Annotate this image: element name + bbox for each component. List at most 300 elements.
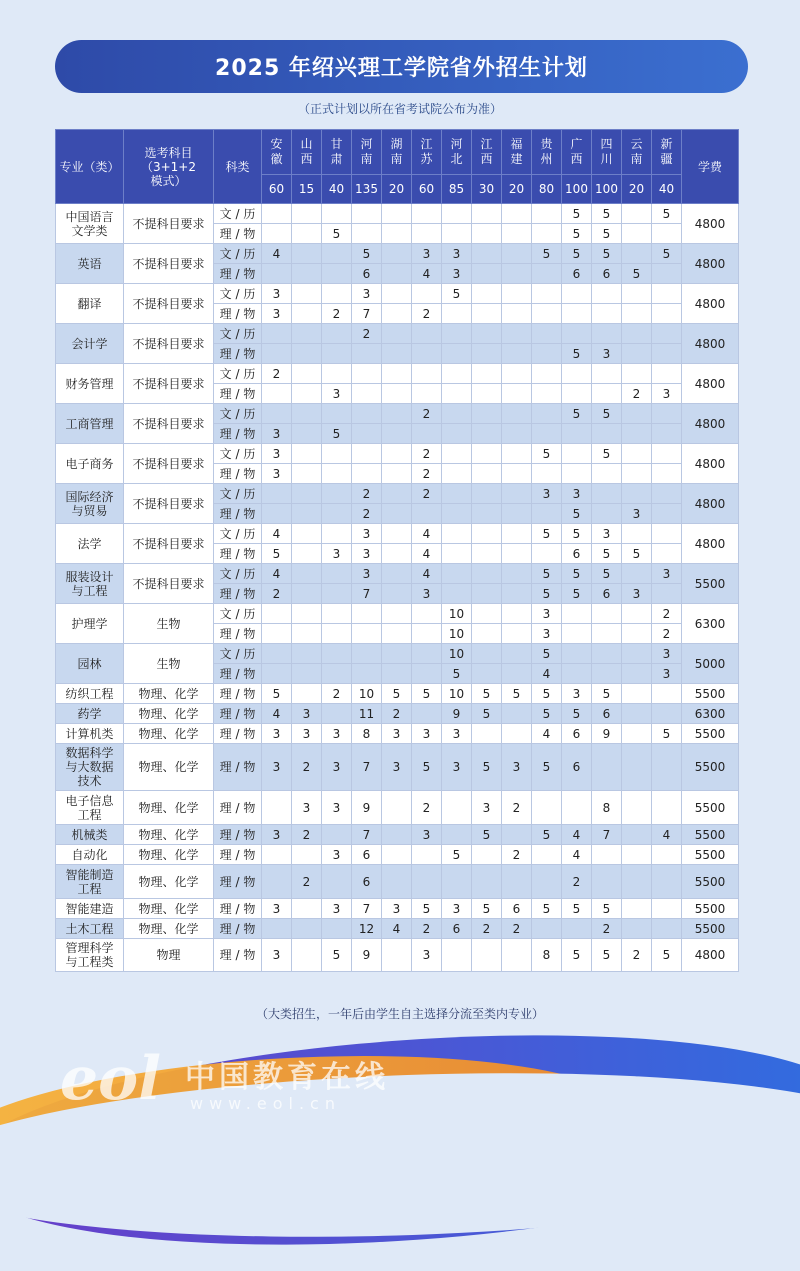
quota-cell [322, 584, 352, 604]
quota-cell [472, 424, 502, 444]
quota-cell [412, 344, 442, 364]
quota-cell [562, 919, 592, 939]
subject-requirement: 不提科目要求 [124, 204, 214, 244]
quota-cell [262, 384, 292, 404]
quota-cell: 5 [442, 284, 472, 304]
quota-cell [472, 504, 502, 524]
quota-cell: 7 [352, 825, 382, 845]
table-row [56, 364, 739, 384]
quota-cell [352, 424, 382, 444]
quota-cell [622, 919, 652, 939]
subject-requirement: 不提科目要求 [124, 564, 214, 604]
tuition-fee: 5500 [682, 845, 739, 865]
category-cell: 理 / 物 [214, 304, 262, 324]
category-cell: 理 / 物 [214, 744, 262, 791]
quota-cell [562, 464, 592, 484]
major-name: 服装设计 与工程 [56, 564, 124, 604]
quota-cell [322, 344, 352, 364]
quota-cell [592, 424, 622, 444]
quota-cell [532, 364, 562, 384]
quota-cell [472, 264, 502, 284]
subject-requirement: 物理、化学 [124, 724, 214, 744]
quota-cell: 5 [652, 724, 682, 744]
quota-cell [622, 204, 652, 224]
quota-cell [262, 324, 292, 344]
quota-cell [502, 664, 532, 684]
quota-cell [622, 484, 652, 504]
subject-requirement: 物理、化学 [124, 825, 214, 845]
category-cell: 文 / 历 [214, 204, 262, 224]
quota-cell [562, 624, 592, 644]
quota-cell [292, 384, 322, 404]
quota-cell: 5 [592, 939, 622, 972]
quota-cell: 3 [442, 244, 472, 264]
quota-cell: 7 [352, 584, 382, 604]
quota-cell: 5 [412, 684, 442, 704]
quota-cell [652, 919, 682, 939]
quota-cell [502, 644, 532, 664]
quota-cell: 3 [562, 484, 592, 504]
table-row [56, 724, 739, 744]
quota-cell [502, 604, 532, 624]
subject-requirement: 不提科目要求 [124, 244, 214, 284]
quota-cell [442, 791, 472, 825]
major-name: 国际经济 与贸易 [56, 484, 124, 524]
quota-cell: 2 [622, 939, 652, 972]
quota-cell [652, 424, 682, 444]
quota-cell: 4 [412, 264, 442, 284]
quota-cell [412, 224, 442, 244]
quota-cell [532, 304, 562, 324]
quota-cell [532, 464, 562, 484]
quota-cell [322, 524, 352, 544]
quota-cell [442, 344, 472, 364]
quota-cell [262, 644, 292, 664]
quota-cell [592, 464, 622, 484]
quota-cell [322, 504, 352, 524]
quota-cell [622, 624, 652, 644]
quota-cell [352, 404, 382, 424]
quota-cell [292, 919, 322, 939]
eol-logo-icon: eol [60, 1044, 161, 1114]
major-name: 纺织工程 [56, 684, 124, 704]
quota-cell [382, 939, 412, 972]
quota-cell [502, 544, 532, 564]
quota-cell: 5 [532, 584, 562, 604]
quota-cell [442, 404, 472, 424]
table-row [56, 684, 739, 704]
table-row [56, 865, 739, 899]
quota-cell [292, 344, 322, 364]
watermark-name: 中国教育在线 [185, 1060, 389, 1095]
subject-requirement: 不提科目要求 [124, 484, 214, 524]
header-province-total: 40 [652, 175, 682, 204]
quota-cell [502, 324, 532, 344]
quota-cell [382, 404, 412, 424]
header-province-total: 60 [412, 175, 442, 204]
quota-cell: 5 [592, 899, 622, 919]
quota-cell: 2 [292, 865, 322, 899]
quota-cell [292, 684, 322, 704]
quota-cell: 3 [442, 724, 472, 744]
quota-cell [622, 224, 652, 244]
quota-cell: 5 [502, 684, 532, 704]
quota-cell [622, 524, 652, 544]
quota-cell [562, 444, 592, 464]
quota-cell: 5 [562, 524, 592, 544]
quota-cell [502, 564, 532, 584]
quota-cell [472, 939, 502, 972]
quota-cell: 5 [592, 244, 622, 264]
quota-cell: 4 [262, 564, 292, 584]
quota-cell [412, 624, 442, 644]
quota-cell [292, 244, 322, 264]
quota-cell [592, 284, 622, 304]
quota-cell [382, 204, 412, 224]
table-row [56, 604, 739, 624]
quota-cell [292, 364, 322, 384]
footnote: （大类招生，一年后由学生自主选择分流至类内专业） [255, 1007, 544, 1021]
quota-cell: 5 [592, 204, 622, 224]
quota-cell: 2 [412, 791, 442, 825]
quota-cell: 4 [412, 544, 442, 564]
header-province-total: 100 [592, 175, 622, 204]
table-row [56, 704, 739, 724]
quota-cell: 5 [562, 899, 592, 919]
quota-cell [592, 744, 622, 791]
tuition-fee: 6300 [682, 604, 739, 644]
quota-cell [382, 384, 412, 404]
quota-cell: 3 [262, 899, 292, 919]
quota-cell: 3 [622, 584, 652, 604]
quota-cell [382, 444, 412, 464]
quota-cell [652, 324, 682, 344]
quota-cell: 5 [652, 244, 682, 264]
quota-cell [622, 444, 652, 464]
quota-cell: 3 [292, 704, 322, 724]
quota-cell: 3 [322, 544, 352, 564]
quota-cell [442, 504, 472, 524]
header-province: 贵 州 [532, 130, 562, 175]
quota-cell: 3 [652, 384, 682, 404]
quota-cell [472, 464, 502, 484]
quota-cell [592, 644, 622, 664]
quota-cell [352, 364, 382, 384]
quota-cell: 3 [592, 344, 622, 364]
quota-cell [652, 744, 682, 791]
tuition-fee: 4800 [682, 404, 739, 444]
quota-cell: 5 [532, 684, 562, 704]
tuition-fee: 5500 [682, 744, 739, 791]
category-cell: 理 / 物 [214, 899, 262, 919]
header-province-total: 15 [292, 175, 322, 204]
quota-cell [502, 384, 532, 404]
quota-cell [382, 524, 412, 544]
quota-cell: 5 [532, 244, 562, 264]
quota-cell [322, 324, 352, 344]
category-cell: 理 / 物 [214, 825, 262, 845]
category-cell: 理 / 物 [214, 224, 262, 244]
quota-cell: 8 [532, 939, 562, 972]
quota-cell: 3 [652, 664, 682, 684]
tuition-fee: 4800 [682, 284, 739, 324]
quota-cell [502, 364, 532, 384]
quota-cell: 9 [352, 939, 382, 972]
major-name: 法学 [56, 524, 124, 564]
quota-cell [322, 464, 352, 484]
quota-cell [502, 344, 532, 364]
header-province: 安 徽 [262, 130, 292, 175]
table-row [56, 444, 739, 464]
quota-cell: 3 [412, 825, 442, 845]
subject-requirement: 物理、化学 [124, 899, 214, 919]
quota-cell [652, 584, 682, 604]
quota-cell [352, 344, 382, 364]
quota-cell [562, 284, 592, 304]
quota-cell: 3 [322, 845, 352, 865]
quota-cell: 10 [442, 624, 472, 644]
subject-requirement: 不提科目要求 [124, 324, 214, 364]
header-province-total: 30 [472, 175, 502, 204]
quota-cell: 3 [262, 304, 292, 324]
quota-cell [322, 364, 352, 384]
category-cell: 理 / 物 [214, 424, 262, 444]
major-name: 园林 [56, 644, 124, 684]
page-subtitle: （正式计划以所在省考试院公布为准） [297, 102, 502, 116]
quota-cell [382, 564, 412, 584]
quota-cell: 10 [442, 604, 472, 624]
quota-cell [292, 464, 322, 484]
header-province-total: 20 [622, 175, 652, 204]
quota-cell [322, 624, 352, 644]
quota-cell: 5 [592, 224, 622, 244]
quota-cell [472, 444, 502, 464]
quota-cell: 3 [532, 484, 562, 504]
quota-cell [412, 865, 442, 899]
quota-cell [502, 825, 532, 845]
quota-cell [322, 284, 352, 304]
quota-cell: 4 [262, 524, 292, 544]
subject-requirement: 物理、化学 [124, 744, 214, 791]
category-cell: 理 / 物 [214, 724, 262, 744]
category-cell: 文 / 历 [214, 564, 262, 584]
quota-cell [592, 304, 622, 324]
quota-cell [412, 604, 442, 624]
quota-cell [442, 324, 472, 344]
quota-cell: 2 [262, 584, 292, 604]
header-province: 新 疆 [652, 130, 682, 175]
category-cell: 理 / 物 [214, 791, 262, 825]
quota-cell [292, 845, 322, 865]
quota-cell [472, 544, 502, 564]
quota-cell: 2 [622, 384, 652, 404]
quota-cell [382, 624, 412, 644]
quota-cell [292, 644, 322, 664]
quota-cell: 5 [472, 684, 502, 704]
quota-cell: 5 [412, 899, 442, 919]
quota-cell [532, 791, 562, 825]
quota-cell [532, 344, 562, 364]
quota-cell: 5 [622, 544, 652, 564]
quota-cell: 3 [412, 244, 442, 264]
header-province: 甘 肃 [322, 130, 352, 175]
quota-cell [322, 865, 352, 899]
quota-cell: 6 [562, 744, 592, 791]
tuition-fee: 5500 [682, 724, 739, 744]
header-province-total: 40 [322, 175, 352, 204]
quota-cell [292, 899, 322, 919]
quota-cell [472, 284, 502, 304]
quota-cell [622, 404, 652, 424]
tuition-fee: 4800 [682, 324, 739, 364]
quota-cell [442, 204, 472, 224]
quota-cell: 10 [442, 644, 472, 664]
quota-cell: 5 [262, 544, 292, 564]
quota-cell: 4 [562, 845, 592, 865]
quota-cell [592, 624, 622, 644]
category-cell: 文 / 历 [214, 284, 262, 304]
quota-cell: 3 [532, 624, 562, 644]
admission-plan-table [55, 129, 739, 972]
quota-cell [592, 484, 622, 504]
quota-cell [502, 264, 532, 284]
header-province: 福 建 [502, 130, 532, 175]
quota-cell: 5 [532, 524, 562, 544]
quota-cell: 2 [592, 919, 622, 939]
category-cell: 理 / 物 [214, 544, 262, 564]
quota-cell: 2 [352, 484, 382, 504]
quota-cell [382, 464, 412, 484]
quota-cell [622, 664, 652, 684]
quota-cell [322, 919, 352, 939]
quota-cell [502, 284, 532, 304]
quota-cell: 3 [292, 791, 322, 825]
quota-cell [352, 604, 382, 624]
quota-cell: 3 [562, 684, 592, 704]
table-row [56, 484, 739, 504]
tuition-fee: 4800 [682, 484, 739, 524]
quota-cell [442, 524, 472, 544]
subject-requirement: 不提科目要求 [124, 444, 214, 484]
quota-cell [322, 404, 352, 424]
quota-cell [532, 224, 562, 244]
quota-cell: 5 [562, 939, 592, 972]
quota-cell: 6 [352, 865, 382, 899]
quota-cell [472, 724, 502, 744]
category-cell: 文 / 历 [214, 324, 262, 344]
category-cell: 理 / 物 [214, 624, 262, 644]
major-name: 智能制造 工程 [56, 865, 124, 899]
quota-cell: 3 [652, 644, 682, 664]
quota-cell [382, 324, 412, 344]
quota-cell: 5 [592, 404, 622, 424]
tuition-fee: 4800 [682, 524, 739, 564]
quota-cell [382, 544, 412, 564]
quota-cell: 3 [262, 444, 292, 464]
quota-cell: 5 [562, 244, 592, 264]
quota-cell [442, 564, 472, 584]
tuition-fee: 4800 [682, 364, 739, 404]
quota-cell [352, 644, 382, 664]
quota-cell [562, 604, 592, 624]
tuition-fee: 4800 [682, 204, 739, 244]
quota-cell [502, 624, 532, 644]
quota-cell [622, 791, 652, 825]
quota-cell: 3 [442, 899, 472, 919]
quota-cell [652, 484, 682, 504]
quota-cell [562, 364, 592, 384]
quota-cell [292, 624, 322, 644]
quota-cell: 6 [592, 704, 622, 724]
page-title: 2025 年绍兴理工学院省外招生计划 [55, 40, 748, 93]
quota-cell [442, 424, 472, 444]
quota-cell [292, 264, 322, 284]
quota-cell [292, 544, 322, 564]
header-province-total: 100 [562, 175, 592, 204]
quota-cell [472, 604, 502, 624]
quota-cell [652, 264, 682, 284]
quota-cell: 3 [532, 604, 562, 624]
quota-cell [382, 664, 412, 684]
quota-cell [532, 204, 562, 224]
quota-cell [652, 524, 682, 544]
quota-cell [532, 865, 562, 899]
table-row [56, 825, 739, 845]
quota-cell [472, 324, 502, 344]
quota-cell [562, 304, 592, 324]
quota-cell: 6 [502, 899, 532, 919]
quota-cell [652, 899, 682, 919]
quota-cell [502, 484, 532, 504]
quota-cell [532, 424, 562, 444]
quota-cell: 2 [352, 324, 382, 344]
header-province-total: 135 [352, 175, 382, 204]
quota-cell [382, 244, 412, 264]
quota-cell [532, 324, 562, 344]
quota-cell [382, 604, 412, 624]
quota-cell [412, 664, 442, 684]
quota-cell [622, 644, 652, 664]
quota-cell: 3 [442, 264, 472, 284]
quota-cell [262, 845, 292, 865]
quota-cell [472, 624, 502, 644]
quota-cell: 2 [502, 919, 532, 939]
quota-cell: 2 [412, 464, 442, 484]
header-subject-requirement: 选考科目 （3+1+2 模式） [124, 130, 214, 204]
quota-cell: 5 [562, 204, 592, 224]
quota-cell [292, 424, 322, 444]
quota-cell: 3 [262, 744, 292, 791]
quota-cell: 2 [292, 825, 322, 845]
quota-cell: 2 [262, 364, 292, 384]
quota-cell [322, 484, 352, 504]
tuition-fee: 5500 [682, 791, 739, 825]
tuition-fee: 5500 [682, 684, 739, 704]
quota-cell [562, 664, 592, 684]
quota-cell [532, 544, 562, 564]
quota-cell [382, 224, 412, 244]
quota-cell [382, 584, 412, 604]
quota-cell [472, 845, 502, 865]
quota-cell: 3 [262, 724, 292, 744]
quota-cell: 4 [412, 524, 442, 544]
quota-cell [442, 384, 472, 404]
category-cell: 理 / 物 [214, 684, 262, 704]
quota-cell [382, 284, 412, 304]
quota-cell: 3 [412, 939, 442, 972]
quota-cell: 3 [322, 899, 352, 919]
quota-cell [262, 624, 292, 644]
